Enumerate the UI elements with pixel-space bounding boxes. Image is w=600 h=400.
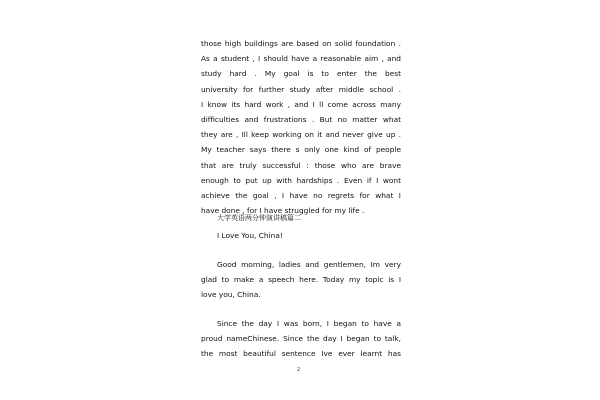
speech-title: I Love You, China! bbox=[217, 231, 283, 240]
text-line: study hard . My goal is to enter the best bbox=[201, 69, 401, 79]
text-line: they are , Ill keep working on it and never give up . bbox=[201, 130, 401, 140]
text-line: the most beautiful sentence Ive ever learnt has bbox=[201, 349, 401, 359]
text-line: proud nameChinese. Since the day I began to talk, bbox=[201, 334, 401, 344]
paragraph-2 bbox=[201, 257, 401, 303]
paragraph-1 bbox=[201, 36, 401, 218]
text-line: Good morning, ladies and gentlemen, Im very bbox=[217, 260, 401, 269]
text-line: have done , for I have struggled for my life . bbox=[201, 206, 365, 216]
text-line: love you, China. bbox=[201, 290, 261, 300]
page-number: 2 bbox=[297, 367, 301, 373]
text-line: As a student , I should have a reasonable aim , and bbox=[201, 54, 401, 64]
text-line: that are truly successful : those who are brave bbox=[201, 160, 401, 170]
text-line: achieve the goal , I have no regrets for what I bbox=[201, 190, 401, 200]
text-line: I know its hard work , and I ll come across many bbox=[201, 99, 401, 109]
section-heading-chinese: 大学英语两分钟演讲稿篇二 bbox=[217, 214, 301, 222]
text-line: enough to put up with hardships . Even if I wont bbox=[201, 175, 401, 185]
text-line: Since the day I was born, I began to have a bbox=[217, 319, 401, 328]
paragraph-3 bbox=[201, 316, 401, 362]
text-line: difficulties and frustrations . But no matter what bbox=[201, 114, 401, 124]
text-line: university for further study after middle school . bbox=[201, 84, 401, 94]
text-line: those high buildings are based on solid foundation . bbox=[201, 39, 401, 48]
text-line: glad to make a speech here. Today my topic is I bbox=[201, 275, 401, 285]
text-line: My teacher says there s only one kind of people bbox=[201, 145, 401, 155]
